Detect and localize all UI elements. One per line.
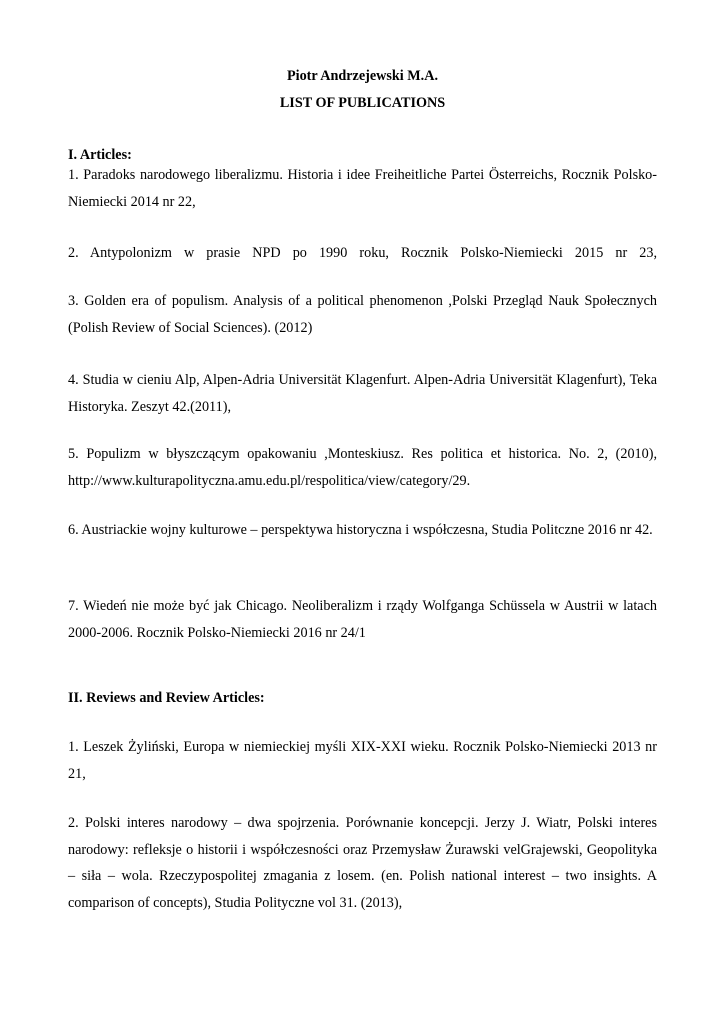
review-entry-1: 1. Leszek Żyliński, Europa w niemieckiej myśli XIX-XXI wieku. Rocznik Polsko-Niemiecki 2013 nr 21, [68, 739, 657, 782]
article-entry-6: 6. Austriackie wojny kulturowe – perspektywa historyczna i współczesna, Studia Politczne 2016 nr 42. [68, 522, 653, 538]
review-entry-2: 2. Polski interes narodowy – dwa spojrzenia. Porównanie koncepcji. Jerzy J. Wiatr, Polski interes narodowy: refleksje o historii i współczesności oraz Przemysław Żurawski velGrajewski, Geopolityka – siła – wola. Rzeczypospolitej zmagania z losem. (en. Polish national interest – two insights. A comparison of concepts), Studia Polityczne vol 31. (2013), [68, 815, 657, 911]
article-entry-4: 4. Studia w cieniu Alp, Alpen-Adria Universität Klagenfurt. Alpen-Adria Universität Klagenfurt), Teka Historyka. Zeszyt 42.(2011), [68, 372, 657, 415]
document-title: LIST OF PUBLICATIONS [279, 95, 446, 111]
section-title-reviews: II. Reviews and Review Articles: [68, 690, 265, 706]
article-entry-5: 5. Populizm w błyszczącym opakowaniu ,Monteskiusz. Res politica et historica. No. 2, (2010), http://www.kulturapolityczna.amu.edu.pl/respolitica/view/category/29. [68, 446, 657, 489]
article-entry-7: 7. Wiedeń nie może być jak Chicago. Neoliberalizm i rządy Wolfganga Schüssela w Austrii w latach 2000-2006. Rocznik Polsko-Niemiecki 2016 nr 24/1 [68, 598, 657, 641]
section-title-articles: I. Articles: [68, 147, 132, 163]
article-entry-1: 1. Paradoks narodowego liberalizmu. Historia i idee Freiheitliche Partei Österreichs, Rocznik Polsko-Niemiecki 2014 nr 22, [68, 167, 657, 210]
article-entry-3: 3. Golden era of populism. Analysis of a political phenomenon ,Polski Przegląd Nauk Społecznych (Polish Review of Social Sciences). (2012) [68, 293, 657, 336]
author-name: Piotr Andrzejewski M.A. [286, 68, 439, 84]
article-entry-2: 2. Antypolonizm w prasie NPD po 1990 roku, Rocznik Polsko-Niemiecki 2015 nr 23, [68, 245, 657, 261]
